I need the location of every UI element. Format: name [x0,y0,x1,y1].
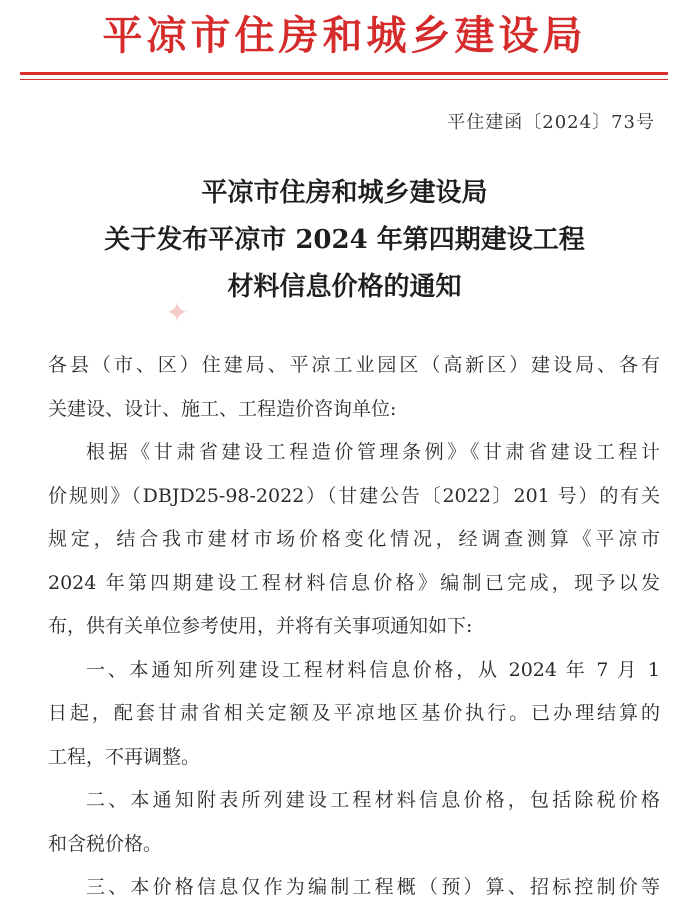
faded-seal-mark-icon: ✦ [165,296,189,329]
paragraph-line: 规定，结合我市建材市场价格变化情况，经调查测算《平凉市 [48,528,660,550]
paragraph-line: 2024 年第四期建设工程材料信息价格》编制已完成，现予以发 [48,571,660,594]
paragraph-line: 根据《甘肃省建设工程造价管理条例》《甘肃省建设工程计 [86,441,660,463]
addressee-line: 各县（市、区）住建局、平凉工业园区（高新区）建设局、各有 [48,354,660,376]
paragraph-line: 布，供有关单位参考使用，并将有关事项通知如下: [48,615,473,637]
title-line: 材料信息价格的通知 [227,272,462,302]
title-line: 平凉市住房和城乡建设局 [201,178,488,208]
document-title [0,170,689,311]
item-line: 日起，配套甘肃省相关定额及平凉地区基价执行。已办理结算的 [48,702,660,724]
paragraph-line: 价规则》（DBJD25-98-2022）（甘建公告〔2022〕201 号）的有关 [48,484,660,507]
item-line: 和含税价格。 [48,832,163,855]
letterhead: 平凉市住房和城乡建设局 [102,12,587,59]
red-rule-thin [20,79,668,80]
red-rule-thick [20,72,668,75]
addressee-line: 关建设、设计、施工、工程造价咨询单位: [48,397,397,420]
item-line: 三、本价格信息仅作为编制工程概（预）算、招标控制价等 [86,876,660,898]
document-body [48,344,660,910]
document-number: 平住建函〔2024〕73号 [447,112,655,133]
item-line: 一、本通知所列建设工程材料信息价格，从 2024 年 7 月 1 [86,658,660,681]
item-line: 二、本通知附表所列建设工程材料信息价格，包括除税价格 [86,789,660,811]
title-line: 关于发布平凉市 2024 年第四期建设工程 [104,225,585,255]
item-line: 工程，不再调整。 [48,745,201,768]
